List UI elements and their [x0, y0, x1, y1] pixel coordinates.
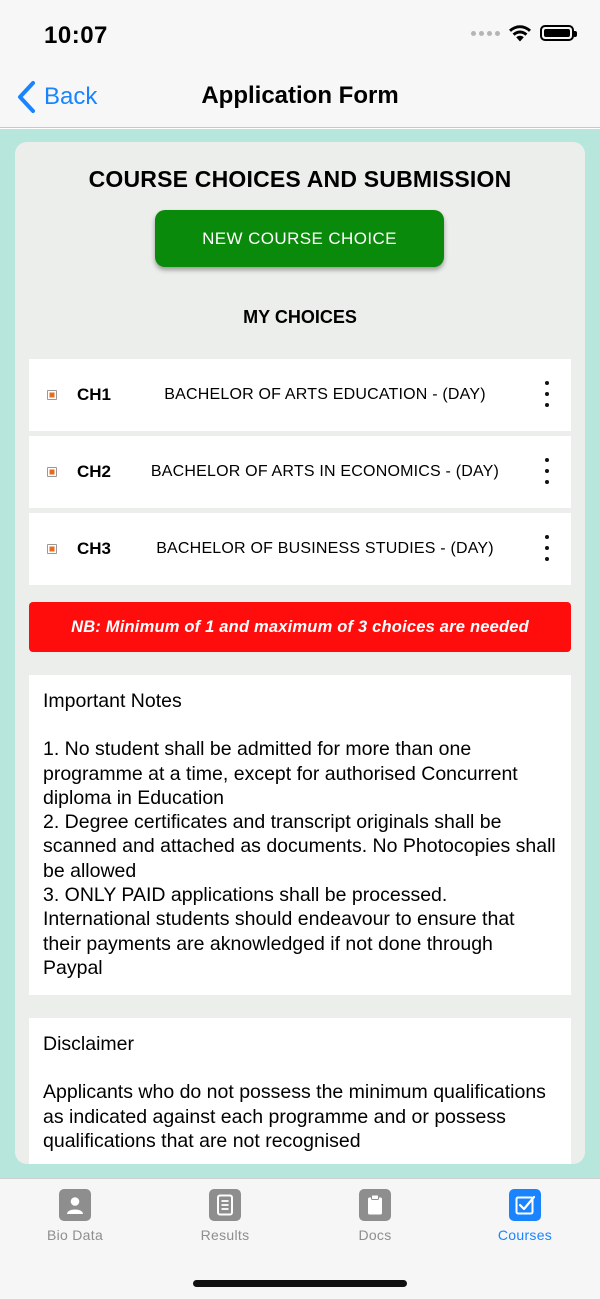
more-options-icon[interactable] [543, 535, 551, 561]
important-notes-body: 1. No student shall be admitted for more than one programme at a time, except for authorised Concurrent diploma in Education 2. Degree certificates and transcript originals shall be scanned and attached as documents. No Photocopies shall be allowed 3. ONLY PAID applications shall be processed. International students should endeavour to ensure that their payments are aknowledged if not done through Paypal [43, 738, 556, 979]
person-icon [59, 1189, 91, 1221]
bullet-icon [47, 544, 57, 554]
section-title: COURSE CHOICES AND SUBMISSION [88, 166, 512, 192]
choice-row[interactable] [29, 513, 571, 585]
choice-name: BACHELOR OF BUSINESS STUDIES - (DAY) [156, 540, 494, 557]
document-icon [209, 1189, 241, 1221]
tab-label: Results [200, 1227, 250, 1243]
choice-code: CH1 [77, 385, 112, 404]
more-options-icon[interactable] [543, 458, 551, 484]
cellular-signal-icon [471, 31, 500, 36]
course-choices-card [15, 142, 585, 1164]
important-notes-box [29, 675, 571, 995]
important-notes-heading: Important Notes [43, 690, 182, 712]
status-bar [0, 0, 600, 72]
tab-label: Courses [497, 1227, 553, 1243]
tab-docs[interactable] [300, 1189, 450, 1243]
tab-results[interactable] [150, 1189, 300, 1243]
bullet-icon [47, 467, 57, 477]
clipboard-icon [359, 1189, 391, 1221]
more-options-icon[interactable] [543, 381, 551, 407]
tab-label: Bio Data [46, 1227, 104, 1243]
wifi-icon [508, 24, 532, 42]
choice-row[interactable] [29, 359, 571, 431]
page-title: Application Form [201, 82, 399, 109]
tab-label: Docs [358, 1227, 392, 1243]
disclaimer-box[interactable] [29, 1018, 571, 1164]
battery-icon [540, 25, 574, 41]
disclaimer-body: Applicants who do not possess the minimum qualifications as indicated against each programme and or possess qualifications that are not recognised [43, 1081, 546, 1152]
bullet-icon [47, 390, 57, 400]
choice-code: CH3 [77, 539, 112, 558]
checkbox-icon [509, 1189, 541, 1221]
tab-bio-data[interactable] [0, 1189, 150, 1243]
new-course-choice-button[interactable]: NEW COURSE CHOICE [155, 210, 444, 267]
choices-notice-banner: NB: Minimum of 1 and maximum of 3 choices are needed [29, 602, 571, 652]
home-indicator[interactable] [193, 1280, 407, 1287]
back-label: Back [44, 83, 98, 110]
choice-row[interactable] [29, 436, 571, 508]
choice-name: BACHELOR OF ARTS IN ECONOMICS - (DAY) [150, 463, 500, 480]
status-icons [471, 24, 574, 42]
status-time: 10:07 [44, 22, 108, 49]
choices-list [29, 359, 571, 590]
disclaimer-heading: Disclaimer [43, 1033, 135, 1055]
choice-code: CH2 [77, 462, 112, 481]
my-choices-title: MY CHOICES [243, 307, 357, 327]
navigation-bar [0, 72, 600, 128]
choice-name: BACHELOR OF ARTS EDUCATION - (DAY) [164, 386, 486, 403]
tab-courses[interactable] [450, 1189, 600, 1243]
